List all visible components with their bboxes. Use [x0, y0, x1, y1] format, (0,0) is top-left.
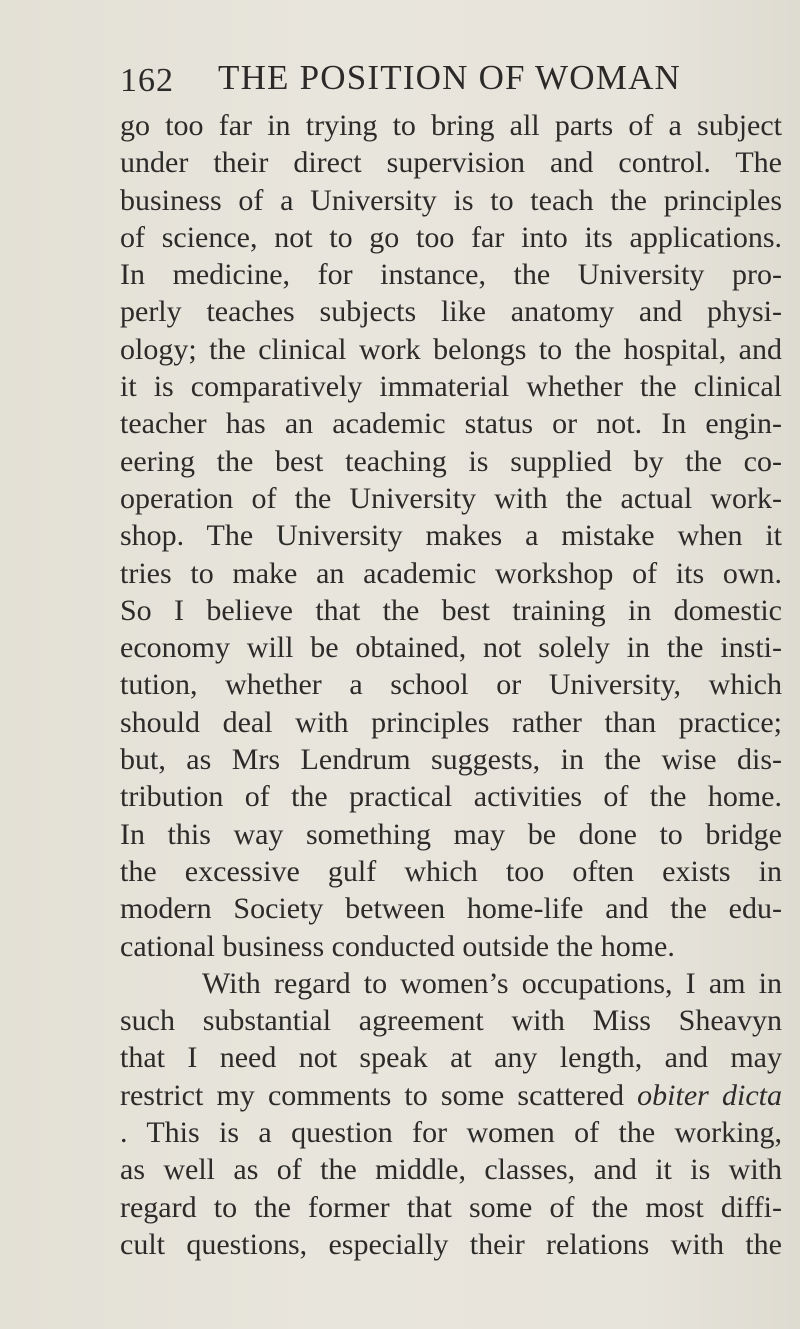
- text-line: economy will be obtained, not solely in the insti-: [120, 631, 782, 665]
- text-line: . This is a question for women of the working,: [120, 1116, 782, 1150]
- text-line: business of a University is to teach the principles: [120, 183, 782, 217]
- text-line: should deal with principles rather than practice;: [120, 705, 782, 739]
- text-line: shop. The University makes a mistake when it: [120, 519, 782, 553]
- page-number: 162: [120, 62, 174, 99]
- text-line: as well as of the middle, classes, and it is with: [120, 1153, 782, 1187]
- text-line: under their direct supervision and control. The: [120, 146, 782, 180]
- text-line: the excessive gulf which too often exists in: [120, 854, 782, 888]
- text-line: tribution of the practical activities of the home.: [120, 780, 782, 814]
- text-line: In medicine, for instance, the University pro-: [120, 258, 782, 292]
- body-text: [120, 107, 782, 1263]
- text-line: teacher has an academic status or not. In engin-: [120, 407, 782, 441]
- text-line: of science, not to go too far into its applications.: [120, 220, 782, 254]
- text-line: tries to make an academic workshop of its own.: [120, 556, 782, 590]
- text-line: that I need not speak at any length, and may: [120, 1041, 782, 1075]
- text-line: go too far in trying to bring all parts of a subject: [120, 109, 782, 142]
- text-line: So I believe that the best training in domestic: [120, 593, 782, 627]
- text-line: ology; the clinical work belongs to the hospital, and: [120, 332, 782, 366]
- text-line: operation of the University with the actual work-: [120, 481, 782, 515]
- text-line: perly teaches subjects like anatomy and physi-: [120, 295, 782, 329]
- text-line: cult questions, especially their relations with the: [120, 1227, 782, 1261]
- running-head: [120, 58, 720, 108]
- book-title: THE POSITION OF WOMAN: [218, 58, 682, 97]
- text-line: such substantial agreement with Miss Sheavyn: [120, 1004, 782, 1038]
- text-line: but, as Mrs Lendrum suggests, in the wise dis-: [120, 743, 782, 777]
- text-line: modern Society between home-life and the edu-: [120, 892, 782, 926]
- text-line: cational business conducted outside the home.: [120, 929, 675, 963]
- text-line: [120, 1077, 782, 1114]
- text-line: eering the best teaching is supplied by the co-: [120, 444, 782, 478]
- text-line: regard to the former that some of the most diffi-: [120, 1190, 782, 1224]
- text-line: tution, whether a school or University, which: [120, 668, 782, 702]
- italic-phrase: obiter dicta: [637, 1078, 782, 1112]
- text-line: With regard to women’s occupations, I am in: [202, 966, 782, 1000]
- text-line: In this way something may be done to bridge: [120, 817, 782, 851]
- text-run: restrict my comments to some scattered: [120, 1078, 638, 1112]
- text-line: it is comparatively immaterial whether the clinical: [120, 370, 782, 404]
